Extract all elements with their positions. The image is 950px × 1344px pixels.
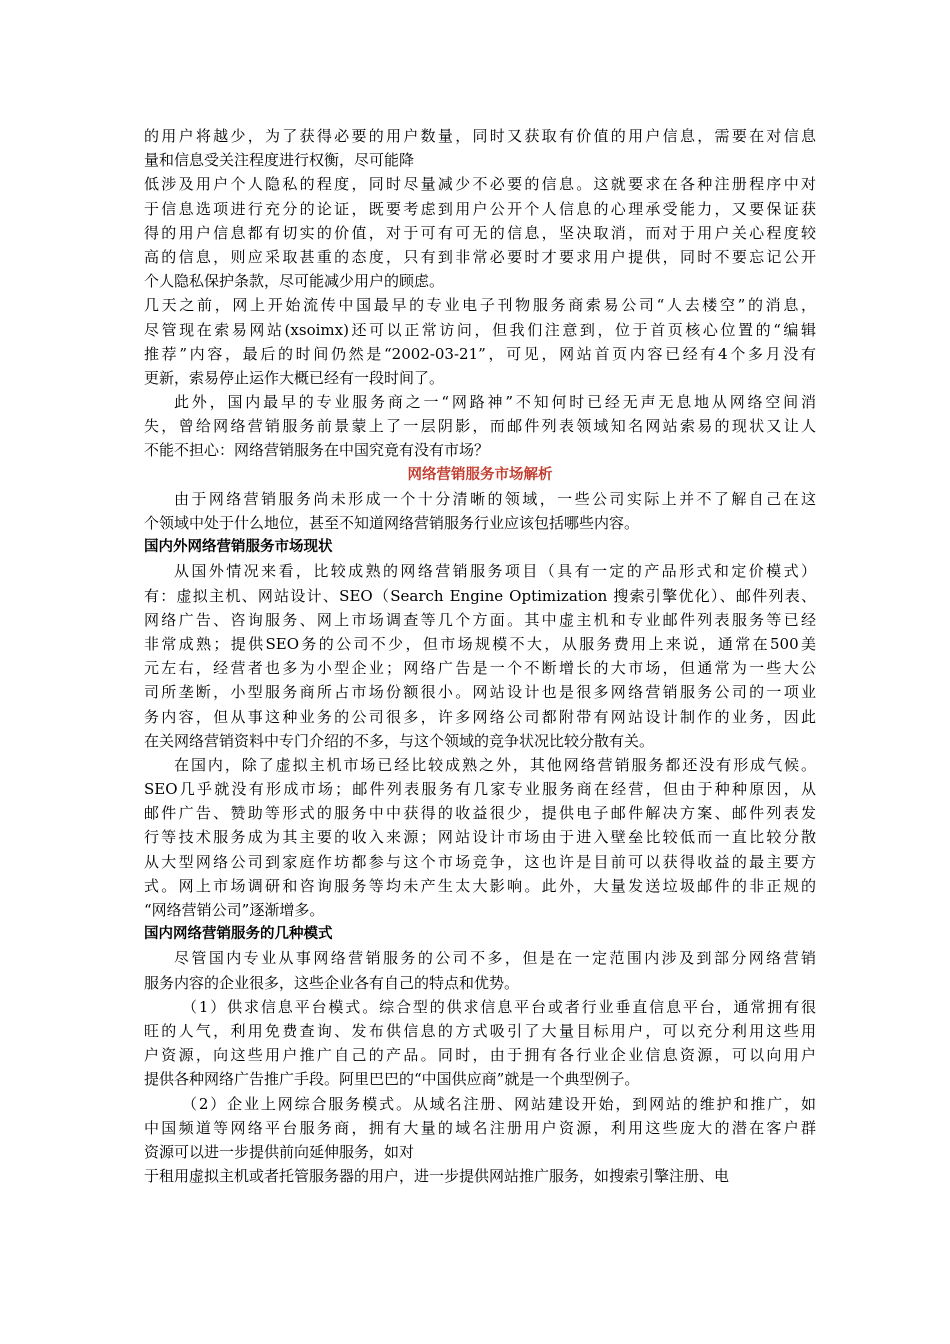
text-line: 的用户将越少，为了获得必要的用户数量，同时又获取有价值的用户信息，需要在对信息 xyxy=(144,127,816,145)
section-heading xyxy=(144,535,816,559)
text-line: 此外，国内最早的专业服务商之一“网路神”不知何时已经无声无息地从网络空间消 xyxy=(174,393,816,412)
text-line: 尽管国内专业从事网络营销服务的公司不多，但是在一定范围内涉及到部分网络营销 xyxy=(174,949,816,968)
text-line: 式。网上市场调研和咨询服务等均未产生太大影响。此外，大量发送垃圾邮件的非正规的 xyxy=(144,876,816,895)
text-line: 失，曾给网络营销服务前景蒙上了一层阴影，而邮件列表领域知名网站索易的现状又让人 xyxy=(144,417,816,436)
text-line: 于租用虚拟主机或者托管服务器的用户，进一步提供网站推广服务，如搜索引擎注册、电 xyxy=(144,1167,730,1186)
text-line: （2）企业上网综合服务模式。从域名注册、网站建设开始，到网站的维护和推广，如 xyxy=(182,1094,816,1113)
text-line: 得的用户信息都有切实的价值，对于可有可无的信息，坚决取消，而对于用户关心程度较 xyxy=(144,223,816,242)
section-heading xyxy=(144,922,816,946)
paragraph xyxy=(144,487,816,535)
paragraph xyxy=(144,124,816,172)
text-line: 元左右，经营者也多为小型企业；网络广告是一个不断增长的大市场，但通常为一些大公 xyxy=(144,659,816,678)
text-line: （1）供求信息平台模式。综合型的供求信息平台或者行业垂直信息平台，通常拥有很 xyxy=(182,997,816,1016)
text-line: 低涉及用户个人隐私的程度，同时尽量减少不必要的信息。这就要求在各种注册程序中对 xyxy=(144,175,816,194)
document-page xyxy=(144,124,816,1188)
paragraph xyxy=(144,1164,816,1188)
text-line: 不能不担心：网络营销服务在中国究竟有没有市场？ xyxy=(144,441,490,460)
text-line: 中国频道等网络平台服务商，拥有大量的域名注册用户资源，利用这些庞大的潜在客户群 xyxy=(144,1118,816,1137)
text-line: 行等技术服务成为其主要的收入来源；网站设计市场由于进入壁垒比较低而一直比较分散 xyxy=(144,828,816,847)
text-line: 尽管现在索易网站(xsoimx)还可以正常访问，但我们注意到，位于首页核心位置的“编辑 xyxy=(144,320,816,339)
text-line: 在国内，除了虚拟主机市场已经比较成熟之外，其他网络营销服务都还没有形成气候。 xyxy=(174,755,816,774)
text-line: 有：虚拟主机、网站设计、SEO（Search Engine Optimization 搜索引擎优化）、邮件列表、 xyxy=(144,586,816,605)
text-line: 非常成熟；提供SEO务的公司不少，但市场规模不大，从服务费用上来说，通常在500美 xyxy=(144,634,816,653)
numbered-paragraph xyxy=(144,995,816,1092)
text-line: 国内外网络营销服务市场现状 xyxy=(144,539,333,556)
paragraph xyxy=(144,753,816,922)
text-line: 量和信息受关注程度进行权衡，尽可能降 xyxy=(144,151,415,170)
text-line: 网络广告、咨询服务、网上市场调查等几个方面。其中虚主机和专业邮件列表服务等已经 xyxy=(144,610,816,629)
text-line: 由于网络营销服务尚未形成一个十分清晰的领域，一些公司实际上并不了解自己在这 xyxy=(174,489,816,508)
text-line: 网络营销服务市场解析 xyxy=(407,466,553,483)
paragraph xyxy=(144,559,816,753)
text-line: 于信息选项进行充分的论证，既要考虑到用户公开个人信息的心理承受能力，又要保证获 xyxy=(144,199,816,218)
text-line: 务内容，但从事这种业务的公司很多，许多网络公司都附带有网站设计制作的业务，因此 xyxy=(144,707,816,726)
text-line: “网络营销公司”逐渐增多。 xyxy=(144,901,325,919)
text-line: 几天之前，网上开始流传中国最早的专业电子刊物服务商索易公司“人去楼空”的消息， xyxy=(144,296,816,315)
text-line: 旺的人气，利用免费查询、发布供信息的方式吸引了大量目标用户，可以充分利用这些用 xyxy=(144,1021,816,1040)
paragraph xyxy=(144,293,816,390)
text-line: 提供各种网络广告推广手段。阿里巴巴的“中国供应商”就是一个典型例子。 xyxy=(144,1070,640,1089)
text-line: 个人隐私保护条款，尽可能减少用户的顾虑。 xyxy=(144,272,445,291)
text-line: 更新，索易停止运作大概已经有一段时间了。 xyxy=(144,368,445,387)
text-line: 从国外情况来看，比较成熟的网络营销服务项目（具有一定的产品形式和定价模式） xyxy=(174,562,816,581)
section-title xyxy=(144,463,816,487)
text-line: 邮件广告、赞助等形式的服务中中获得的收益很少，提供电子邮件解决方案、邮件列表发 xyxy=(144,804,816,823)
numbered-paragraph xyxy=(144,1092,816,1165)
text-line: 高的信息，则应采取甚重的态度，只有到非常必要时才要求用户提供，同时不要忘记公开 xyxy=(144,247,816,266)
text-line: 在关网络营销资料中专门介绍的不多，与这个领域的竞争状况比较分散有关。 xyxy=(144,731,655,750)
text-line: 推荐”内容，最后的时间仍然是“2002-03-21”，可见，网站首页内容已经有4个多月没有 xyxy=(144,344,816,363)
paragraph xyxy=(144,390,816,463)
text-line: 从大型网络公司到家庭作坊都参与这个市场竞争，这也许是目前可以获得收益的最主要方 xyxy=(144,852,816,871)
text-line: 司所垄断，小型服务商所占市场份额很小。网站设计也是很多网络营销服务公司的一项业 xyxy=(144,683,816,702)
text-line: 户资源，向这些用户推广自己的产品。同时，由于拥有各行业企业信息资源，可以向用户 xyxy=(144,1046,816,1065)
text-line: 个领域中处于什么地位，甚至不知道网络营销服务行业应该包括哪些内容。 xyxy=(144,514,640,532)
text-line: 资源可以进一步提供前向延伸服务，如对 xyxy=(144,1142,415,1161)
paragraph xyxy=(144,946,816,994)
paragraph xyxy=(144,172,816,293)
text-line: 国内网络营销服务的几种模式 xyxy=(144,926,333,943)
text-line: 服务内容的企业很多，这些企业各有自己的特点和优势。 xyxy=(144,973,520,992)
text-line: SEO几乎就没有形成市场；邮件列表服务有几家专业服务商在经营，但由于种种原因，从 xyxy=(144,780,816,799)
